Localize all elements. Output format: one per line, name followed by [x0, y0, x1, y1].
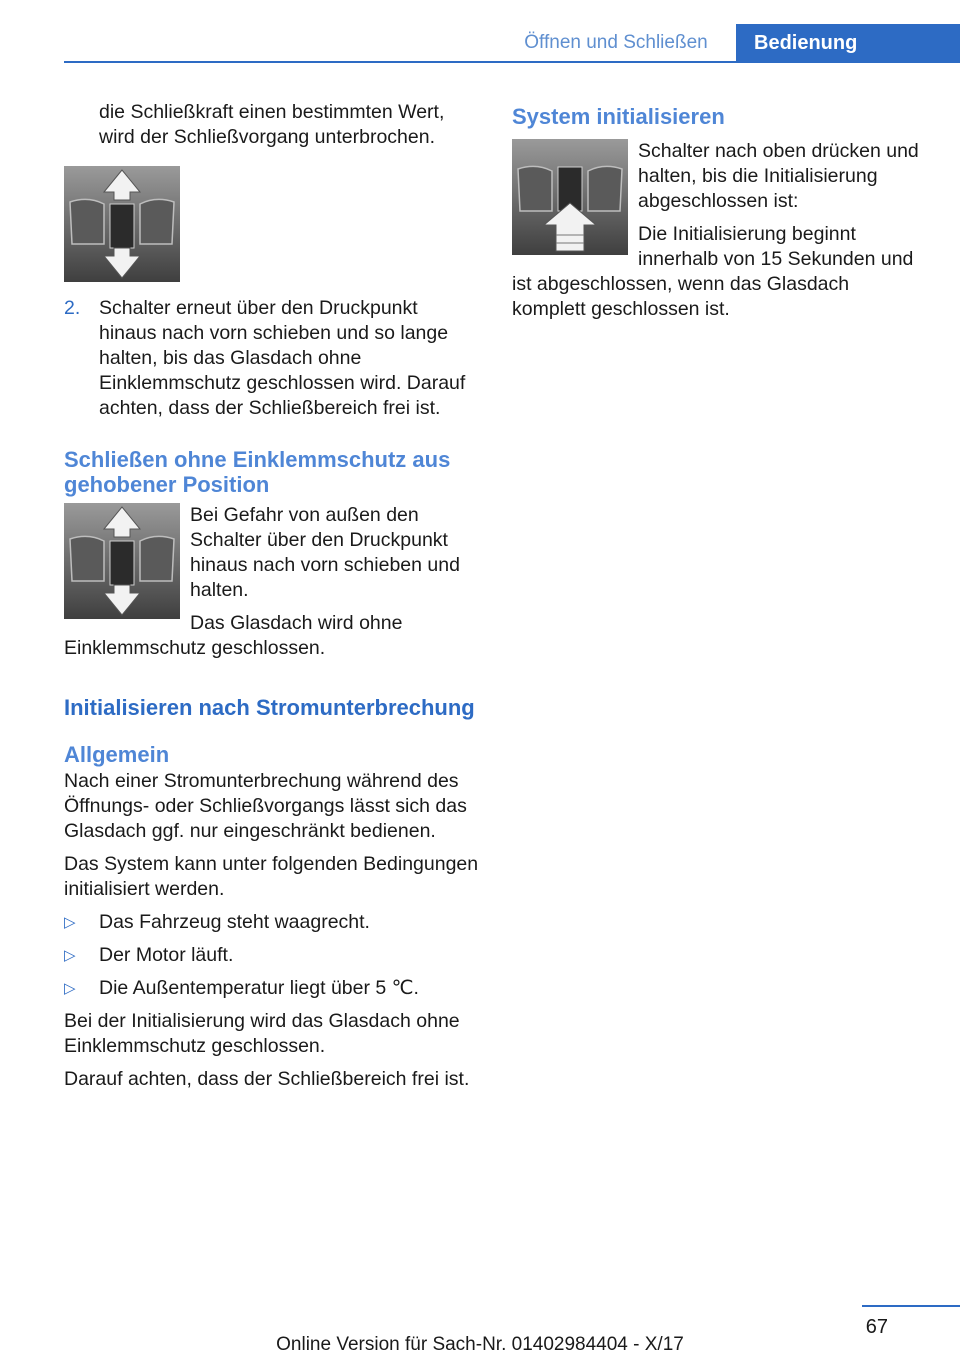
- footer-rule: [862, 1305, 960, 1307]
- roof-switch-arrows-icon: [64, 503, 180, 619]
- list-item-text: Die Außentemperatur liegt über 5 ℃.: [99, 977, 419, 999]
- header-rule: [64, 61, 960, 63]
- heading-init-after-power-loss: Initialisieren nach Stromunterbrechung: [64, 695, 475, 720]
- step-2: [64, 296, 480, 421]
- online-version-note: Online Version für Sach-Nr. 01402984404 - X/17: [276, 1334, 684, 1355]
- system-init-text-1: Schalter nach oben drücken und halten, bis die Initialisierung abgeschlossen ist:: [638, 140, 919, 212]
- page-number: 67: [865, 1316, 888, 1338]
- general-text-1: Nach einer Stromunterbrechung während des Öffnungs- oder Schließvorgangs lässt sich das Glasdach ggf. nur eingeschränkt bedienen.: [64, 770, 467, 842]
- header-tab-bedienung: Bedienung: [736, 24, 960, 63]
- list-item-text: Das Fahrzeug steht waagrecht.: [99, 911, 370, 933]
- list-item: [64, 976, 480, 1001]
- roof-switch-arrows-icon: [64, 166, 180, 282]
- header-section-title: Öffnen und Schließen: [524, 31, 708, 53]
- raised-text-1: Bei Gefahr von außen den Schalter über den Druckpunkt hinaus nach vorn schieben und halten.: [190, 504, 460, 601]
- left-column: [64, 100, 480, 1100]
- heading-close-raised: Schließen ohne Einklemmschutz aus gehobener Position: [64, 447, 451, 497]
- closing-text-2: Darauf achten, dass der Schließbereich frei ist.: [64, 1068, 470, 1090]
- step-2-number: 2.: [64, 297, 81, 319]
- list-item: [64, 910, 480, 935]
- step-2-text: Schalter erneut über den Druckpunkt hinaus nach vorn schieben und so lange halten, bis das Glasdach ohne Einklemmschutz geschlossen wird. Darauf achten, dass der Schließbereich frei ist.: [99, 297, 466, 419]
- heading-system-init: System initialisieren: [512, 104, 725, 129]
- triangle-right-outline-icon: ▷: [64, 947, 76, 964]
- system-init-text-2: Die Initialisierung beginnt innerhalb von 15 Sekunden und ist abgeschlossen, wenn das Glasdach komplett geschlossen ist.: [512, 223, 914, 320]
- heading-general: Allgemein: [64, 742, 170, 767]
- closing-text-1: Bei der Initialisierung wird das Glasdach ohne Einklemmschutz geschlossen.: [64, 1010, 460, 1057]
- general-text-2: Das System kann unter folgenden Bedingungen initialisiert werden.: [64, 853, 479, 900]
- roof-switch-push-up-icon: [512, 139, 628, 255]
- list-item-text: Der Motor läuft.: [99, 944, 234, 966]
- intro-text: die Schließkraft einen bestimmten Wert, wird der Schließvorgang unterbrochen.: [99, 101, 445, 148]
- raised-text-2: Das Glasdach wird ohne Einklemmschutz geschlossen.: [64, 612, 403, 659]
- list-item: [64, 943, 480, 968]
- triangle-right-outline-icon: ▷: [64, 980, 76, 997]
- triangle-right-outline-icon: ▷: [64, 914, 76, 931]
- right-column: [512, 100, 928, 330]
